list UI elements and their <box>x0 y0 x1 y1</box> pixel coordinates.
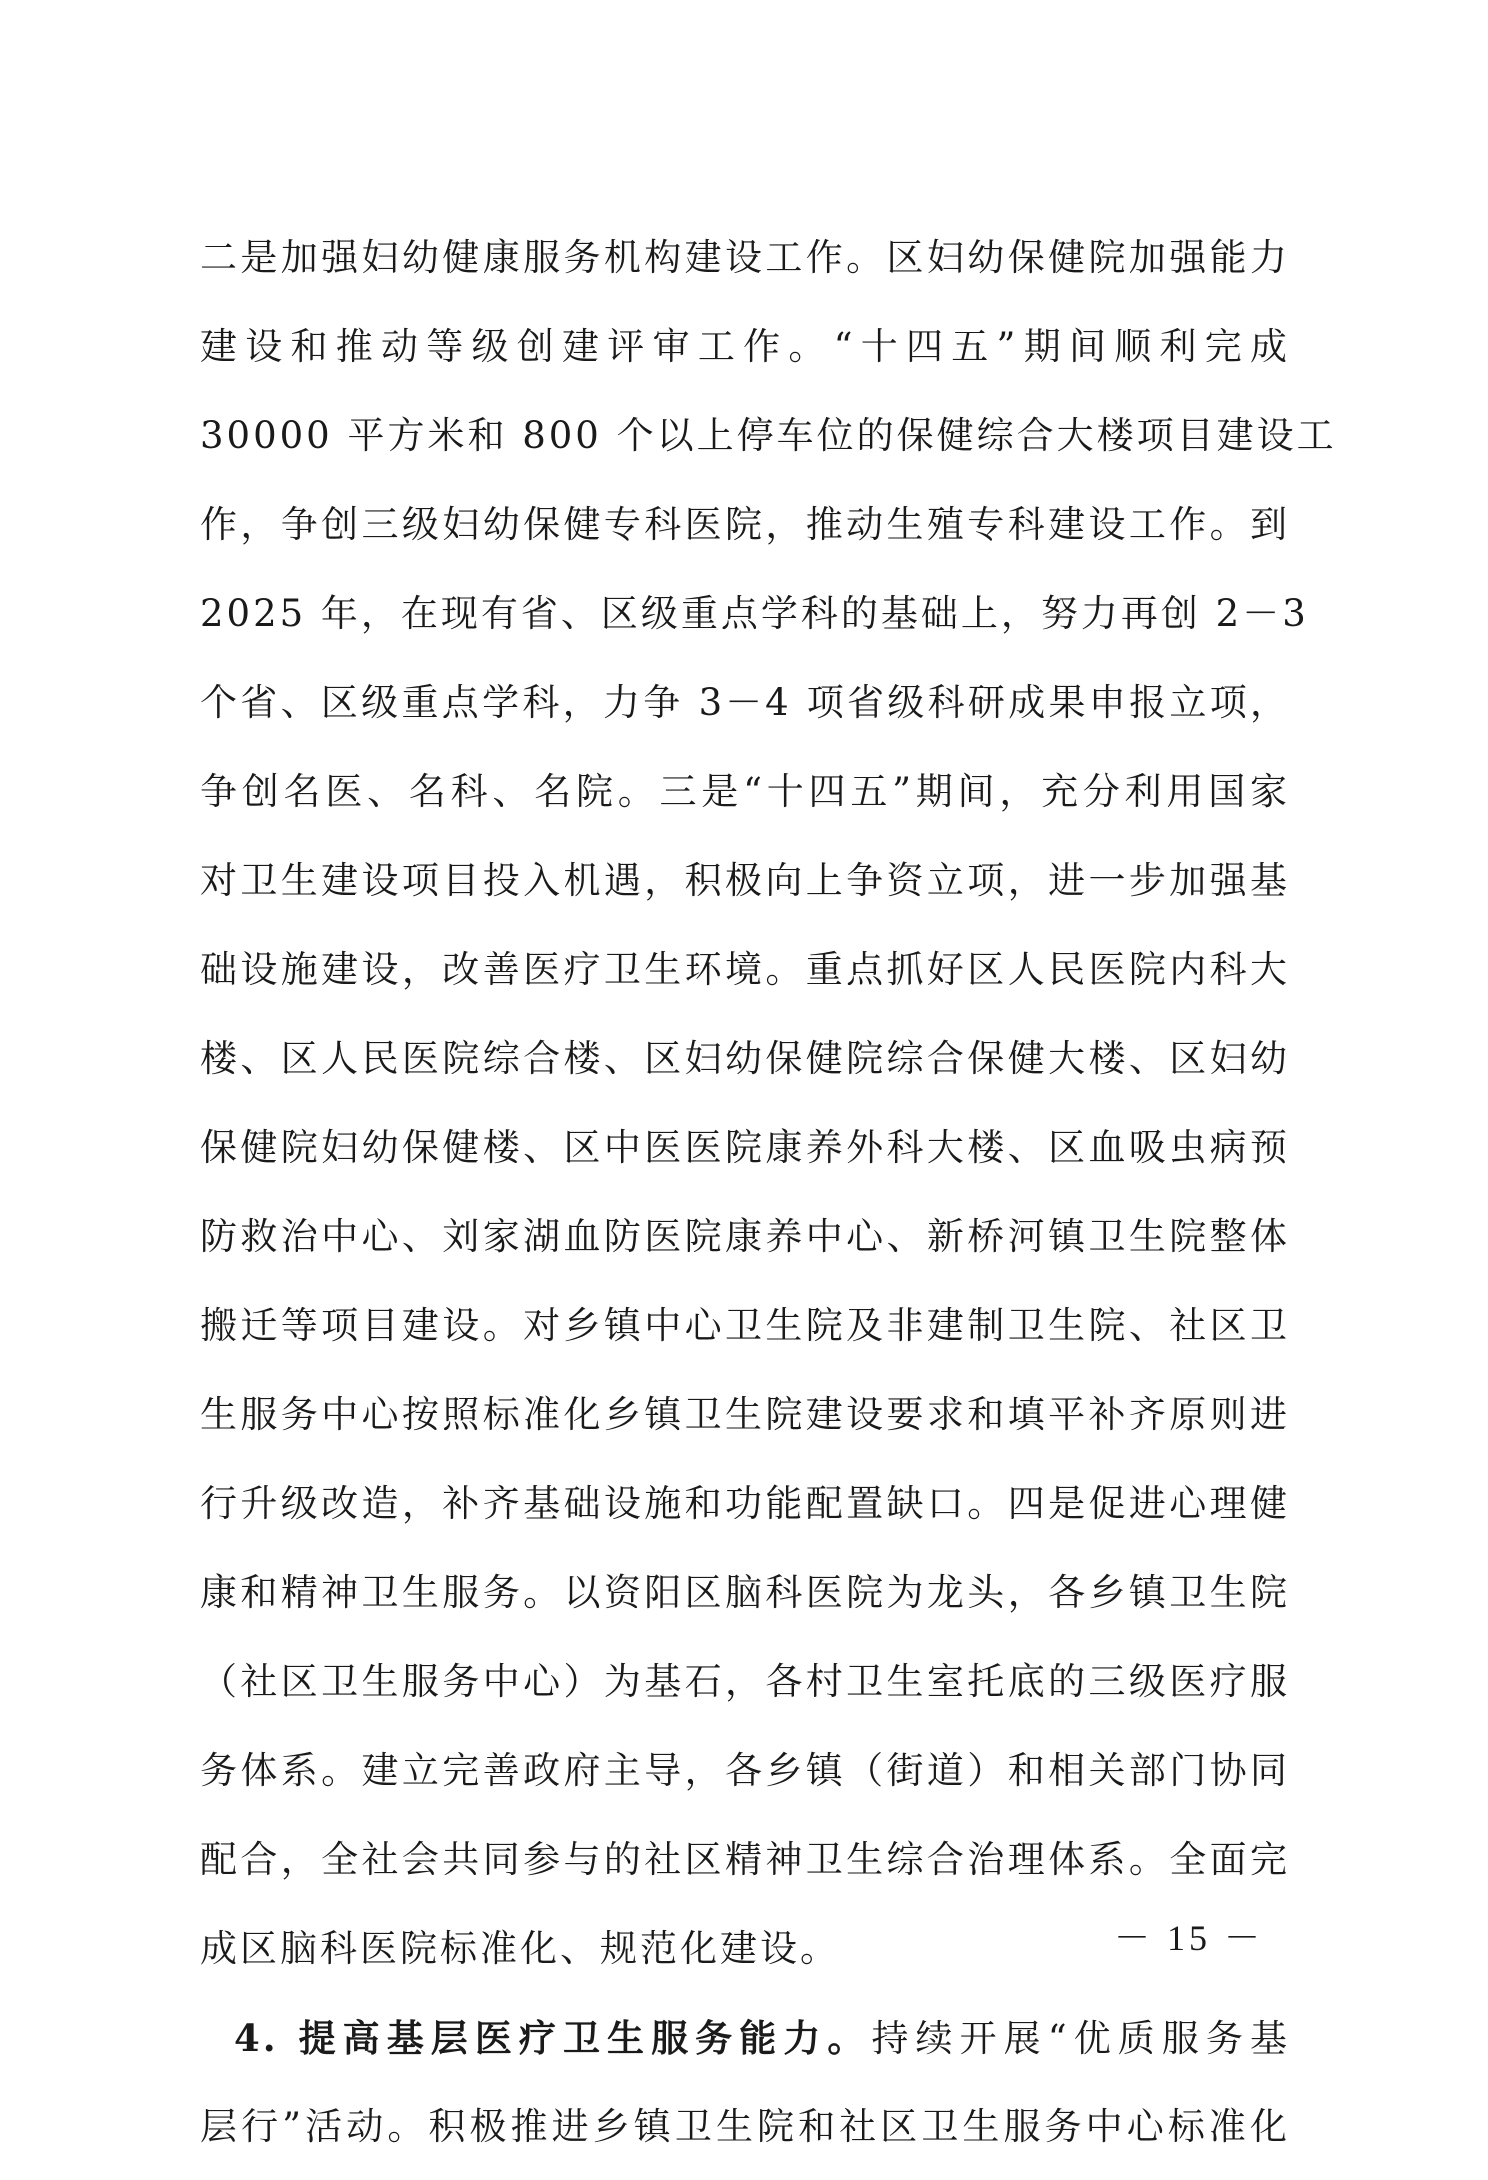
paragraph-line: 搬迁等项目建设。对乡镇中心卫生院及非建制卫生院、社区卫 <box>200 1304 1290 1347</box>
paragraph-line: 2025 年，在现有省、区级重点学科的基础上，努力再创 2－3 <box>200 592 1309 635</box>
paragraph-line: （社区卫生服务中心）为基石，各村卫生室托底的三级医疗服 <box>200 1660 1290 1703</box>
paragraph-line: 楼、区人民医院综合楼、区妇幼保健院综合保健大楼、区妇幼 <box>200 1037 1290 1080</box>
paragraph-line: 务体系。建立完善政府主导，各乡镇（街道）和相关部门协同 <box>200 1749 1290 1792</box>
paragraph-line: 对卫生建设项目投入机遇，积极向上争资立项，进一步加强基 <box>200 859 1290 902</box>
paragraph-line: 康和精神卫生服务。以资阳区脑科医院为龙头，各乡镇卫生院 <box>200 1571 1290 1614</box>
paragraph-line: 个省、区级重点学科，力争 3－4 项省级科研成果申报立项， <box>200 681 1290 724</box>
section-4-first-line <box>200 2002 1290 2091</box>
paragraph-line: 础设施建设，改善医疗卫生环境。重点抓好区人民医院内科大 <box>200 948 1290 991</box>
paragraph-line: 30000 平方米和 800 个以上停车位的保健综合大楼项目建设工 <box>200 414 1337 457</box>
paragraph-line: 生服务中心按照标准化乡镇卫生院建设要求和填平补齐原则进 <box>200 1393 1290 1436</box>
paragraph-line: 二是加强妇幼健康服务机构建设工作。区妇幼保健院加强能力 <box>200 236 1290 279</box>
paragraph-line: 作，争创三级妇幼保健专科医院，推动生殖专科建设工作。到 <box>200 503 1290 546</box>
page-number: － 15 － <box>1113 1918 1264 1958</box>
paragraph-line: 层行”活动。积极推进乡镇卫生院和社区卫生服务中心标准化 <box>200 2105 1290 2148</box>
paragraph-line: 建设和推动等级创建评审工作。“十四五”期间顺利完成 <box>200 325 1290 368</box>
section-4-heading: 4. 提高基层医疗卫生服务能力。 <box>234 2016 872 2060</box>
paragraph-line: 配合，全社会共同参与的社区精神卫生综合治理体系。全面完 <box>200 1838 1290 1881</box>
paragraph-line: 成区脑科医院标准化、规范化建设。 <box>200 1927 840 1970</box>
paragraph-line: 行升级改造，补齐基础设施和功能配置缺口。四是促进心理健 <box>200 1482 1290 1525</box>
body-text <box>200 222 1337 2180</box>
paragraph-line: 防救治中心、刘家湖血防医院康养中心、新桥河镇卫生院整体 <box>200 1215 1290 1258</box>
section-4-text: 持续开展“优质服务基 <box>871 2017 1290 2060</box>
paragraph-line: 保健院妇幼保健楼、区中医医院康养外科大楼、区血吸虫病预 <box>200 1126 1290 1169</box>
paragraph-line: 争创名医、名科、名院。三是“十四五”期间，充分利用国家 <box>200 770 1290 813</box>
